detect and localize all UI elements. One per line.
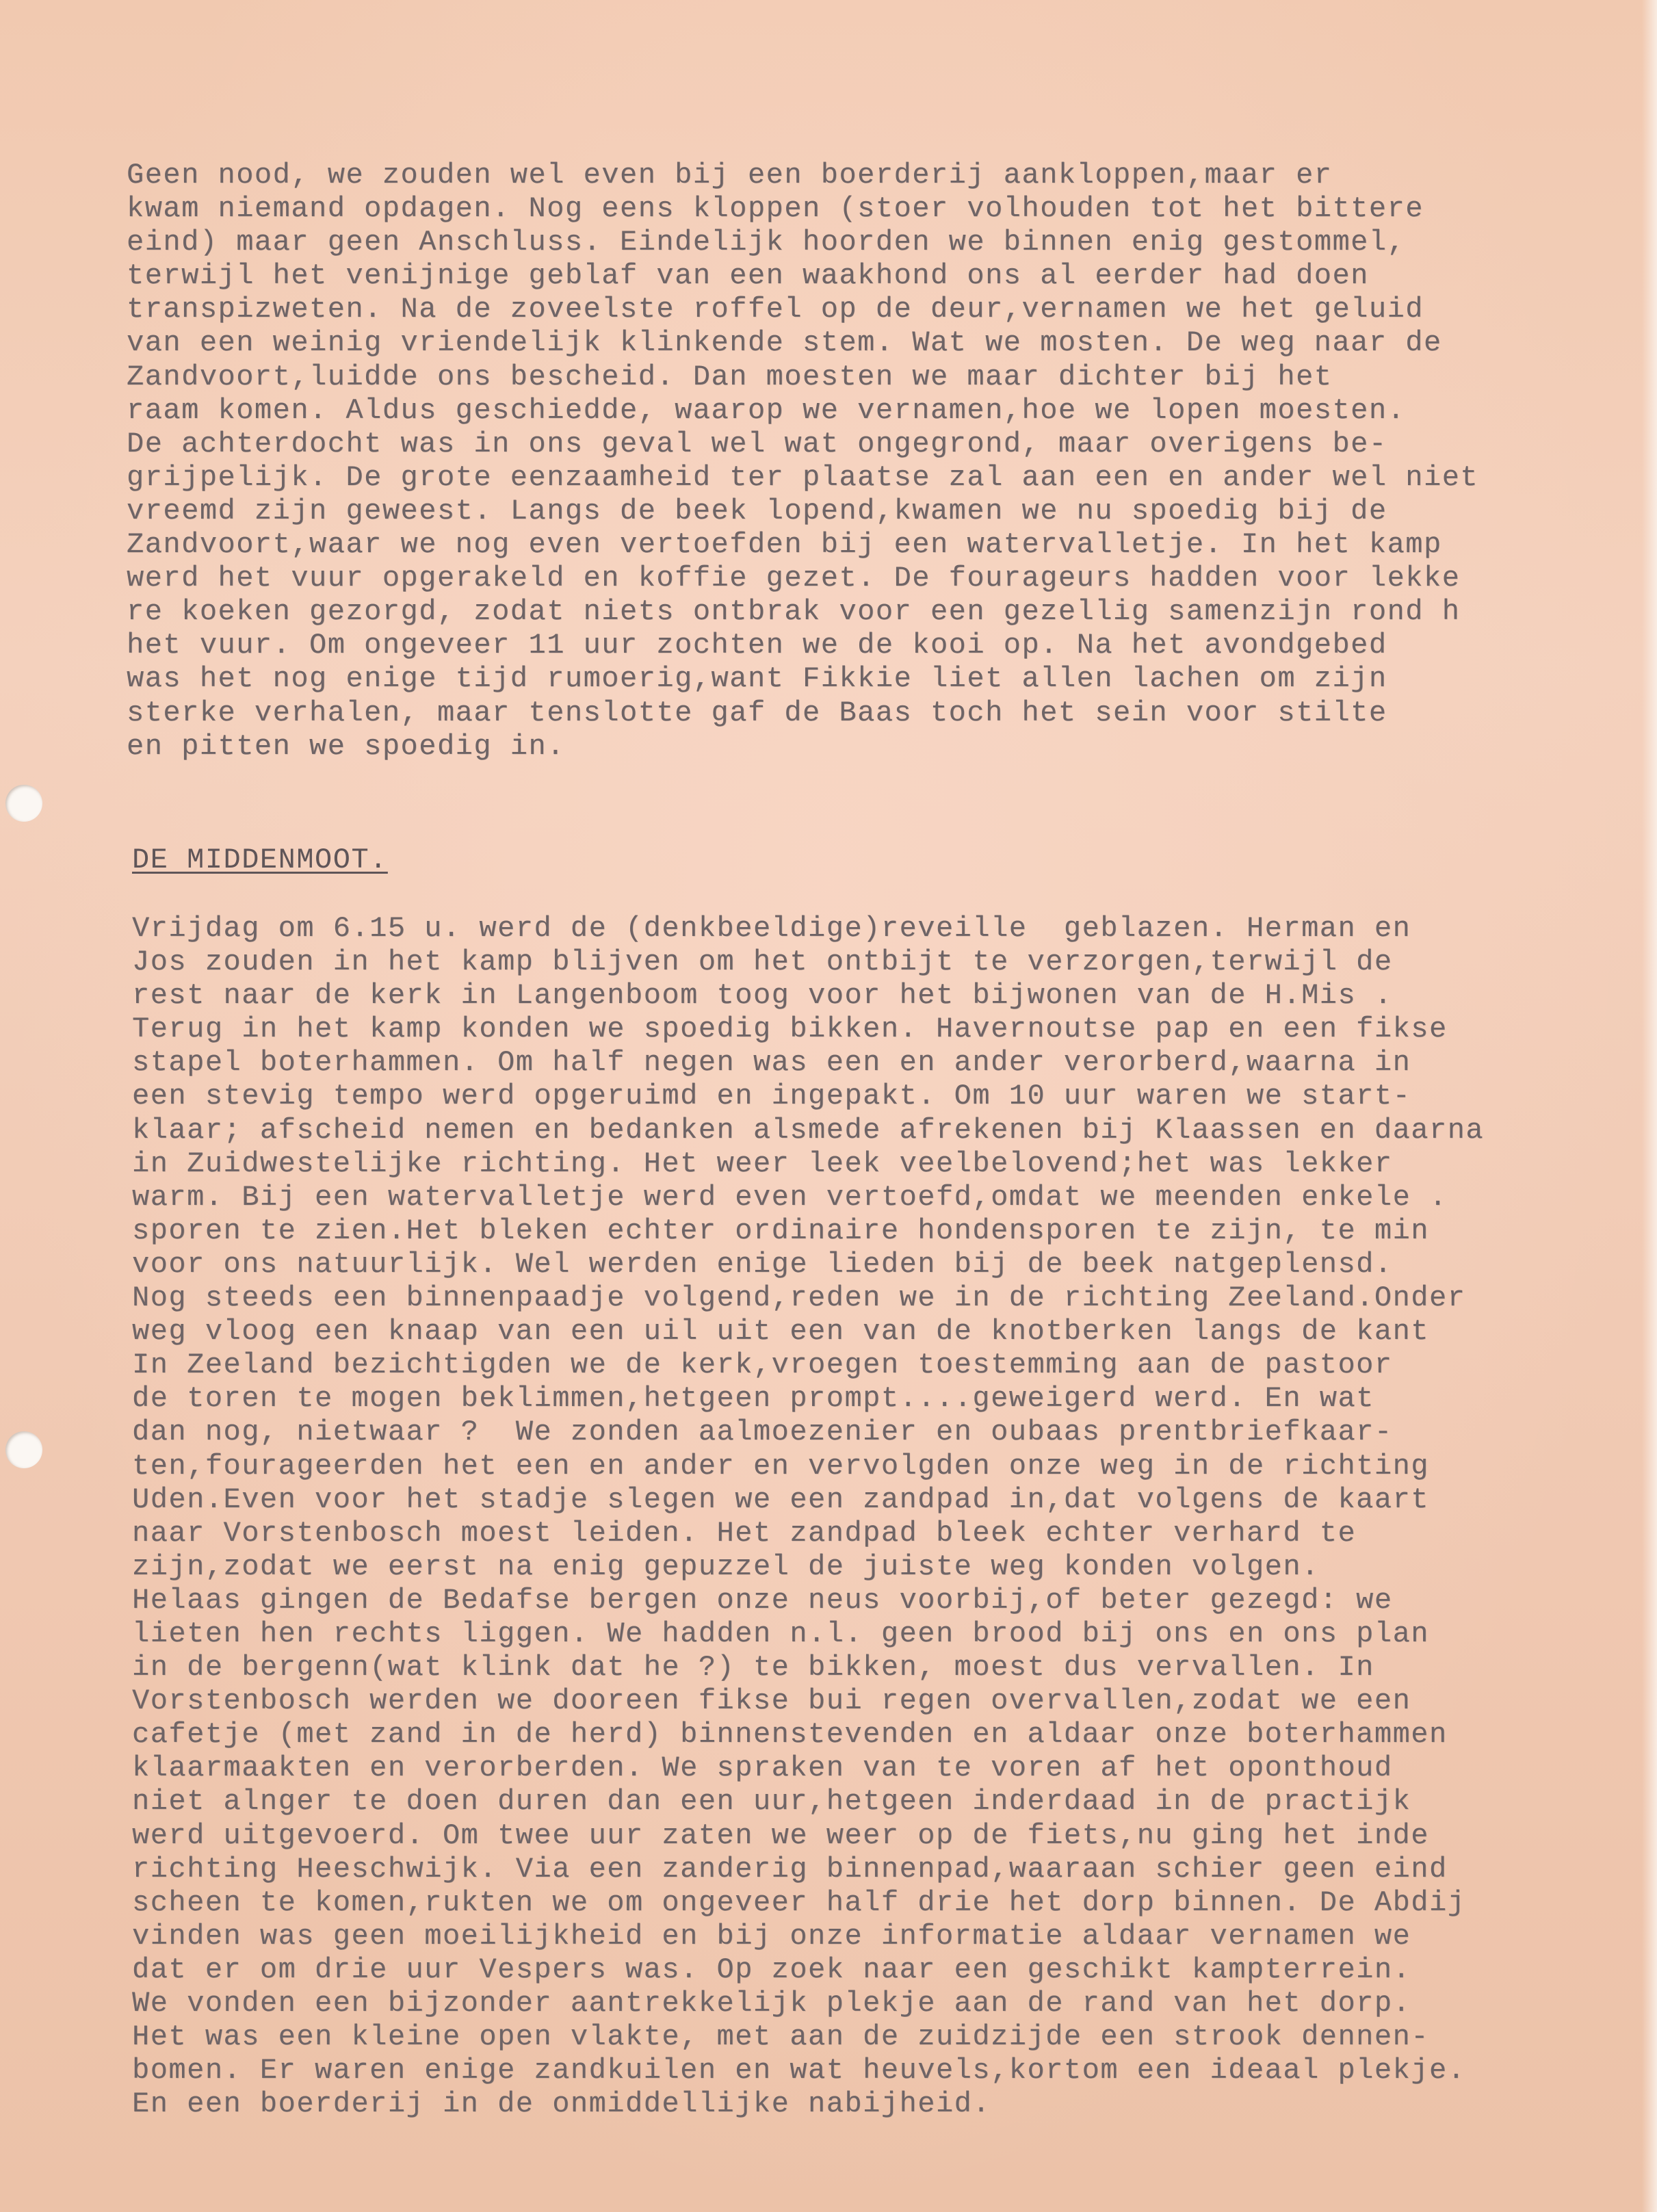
section-heading: DE MIDDENMOOT. <box>132 844 388 876</box>
punch-hole <box>5 1431 42 1468</box>
punch-hole <box>5 785 42 822</box>
paragraph-typed-text: Vrijdag om 6.15 u. werd de (denkbeeldige)reveille geblazen. Herman en Jos zouden in het kamp blijven om het ontbijt te verzorgen,terwijl de rest naar de kerk in Langenboom toog voor het bijwonen van de H.Mis . Terug in het kamp konden we spoedig bikken. Havernoutse pap en een fikse stapel boterhammen. Om half negen was een en ander verorberd,waarna in een stevig tempo werd opgeruimd en ingepakt. Om 10 uur waren we start- klaar; afscheid nemen en bedanken alsmede afrekenen bij Klaassen en daarna in Zuidwestelijke richting. Het weer leek veelbelovend;het was lekker warm. Bij een watervalletje werd even vertoefd,omdat we meenden enkele . sporen te zien.Het bleken echter ordinaire hondensporen te zijn, te min voor ons natuurlijk. Wel werden enige lieden bij de beek natgeplensd. Nog steeds een binnenpaadje volgend,reden we in de richting Zeeland.Onder weg vloog een knaap van een uil uit een van de knotberken langs de kant In Zeeland bezichtigden we de kerk,vroegen toestemming aan de pastoor de toren te mogen beklimmen,hetgeen prompt....geweigerd werd. En wat dan nog, nietwaar ? We zonden aalmoezenier en oubaas prentbriefkaar- ten,fourageerden het een en ander en vervolgden onze weg in de richting Uden.Even voor het stadje slegen we een zandpad in,dat volgens de kaart naar Vorstenbosch moest leiden. Het zandpad bleek echter verhard te zijn,zodat we eerst na enig gepuzzel de juiste weg konden volgen. Helaas gingen de Bedafse bergen onze neus voorbij,of beter gezegd: we lieten hen rechts liggen. We hadden n.l. geen brood bij ons en ons plan in de bergenn(wat klink dat he ?) te bikken, moest dus vervallen. In Vorstenbosch werden we dooreen fikse bui regen overvallen,zodat we een cafetje (met zand in de herd) binnenstevenden en aldaar onze boterhammen klaarmaakten en verorberden. We spraken van te voren af het oponthoud niet alnger te doen duren dan een uur,hetgeen inderdaad in de practijk werd uitgevoerd. Om twee uur zaten we weer op de fiets,nu ging het inde richting Heeschwijk. Via een zanderig binnenpad,waaraan schier geen eind scheen te komen,rukten we om ongeveer half drie het dorp binnen. De Abdij vinden was geen moeilijkheid en bij onze informatie aldaar vernamen we dat er om drie uur Vespers was. Op zoek naar een geschikt kampterrein. We vonden een bijzonder aantrekkelijk plekje aan de rand van het dorp. Het was een kleine open vlakte, met aan de zuidzijde een strook dennen- bomen. Er waren enige zandkuilen en wat heuvels,kortom een ideaal plekje. En een boerderij in de onmiddellijke nabijheid. <box>132 912 1485 2121</box>
page-edge <box>1642 0 1657 2212</box>
paragraph-typed-text: Geen nood, we zouden wel even bij een boerderij aankloppen,maar er kwam niemand opdagen. Nog eens kloppen (stoer volhouden tot het bittere eind) maar geen Anschluss. Eindelijk hoorden we binnen enig gestommel, terwijl het venijnige geblaf van een waakhond ons al eerder had doen transpizweten. Na de zoveelste roffel op de deur,vernamen we het geluid van een weinig vriendelijk klinkende stem. Wat we mosten. De weg naar de Zandvoort,luidde ons bescheid. Dan moesten we maar dichter bij het raam komen. Aldus geschiedde, waarop we vernamen,hoe we lopen moesten. De achterdocht was in ons geval wel wat ongegrond, maar overigens be- grijpelijk. De grote eenzaamheid ter plaatse zal aan een en ander wel niet vreemd zijn geweest. Langs de beek lopend,kwamen we nu spoedig bij de Zandvoort,waar we nog even vertoefden bij een watervalletje. In het kamp werd het vuur opgerakeld en koffie gezet. De fourageurs hadden voor lekke re koeken gezorgd, zodat niets ontbrak voor een gezellig samenzijn rond h het vuur. Om ongeveer 11 uur zochten we de kooi op. Na het avondgebed was het nog enige tijd rumoerig,want Fikkie liet allen lachen om zijn sterke verhalen, maar tenslotte gaf de Baas toch het sein voor stilte en pitten we spoedig in. <box>127 159 1479 763</box>
